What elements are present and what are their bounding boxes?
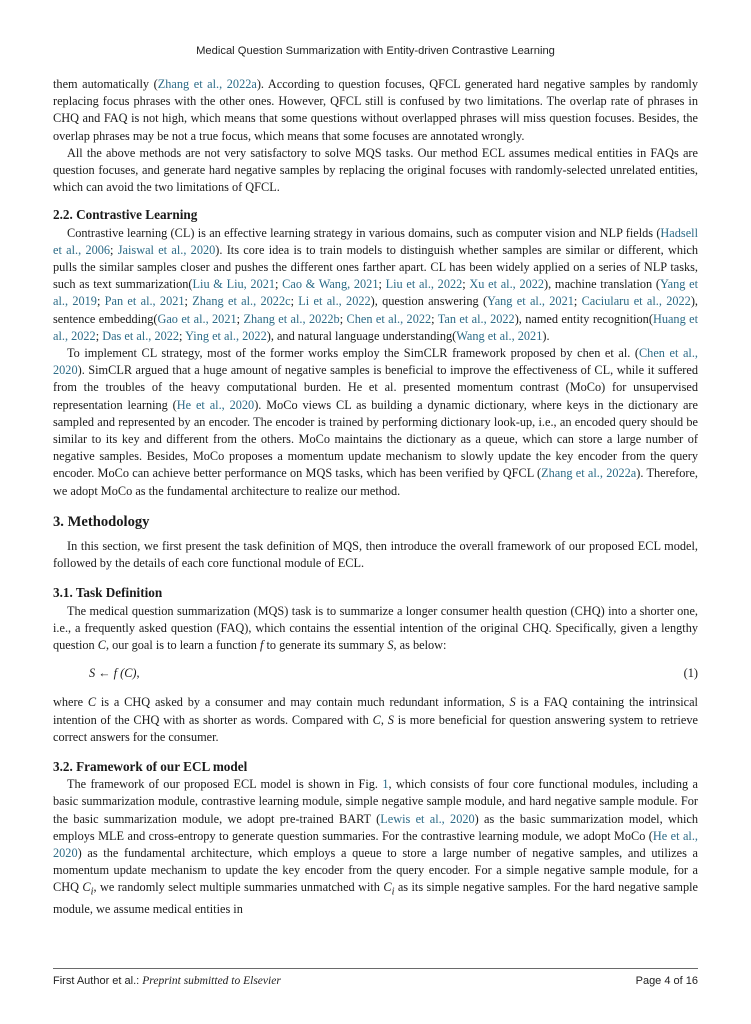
- paragraph-contrastive-learning: [53, 225, 698, 345]
- text: where: [53, 695, 88, 710]
- math-var: C: [82, 880, 91, 895]
- math-var: f: [259, 638, 264, 653]
- citation-link[interactable]: Liu & Liu, 2021: [192, 277, 276, 292]
- text: is more beneficial for question answering system to retrieve correct answers for the consumer.: [53, 712, 698, 744]
- text: ;: [96, 294, 105, 309]
- figure-link[interactable]: 1: [382, 777, 389, 792]
- text: ), and natural language understanding(: [266, 328, 457, 343]
- footer-venue: Preprint submitted to Elsevier: [142, 975, 281, 987]
- text: , which consists of four core functional modules, including a basic summarization module, contrastive learning module, simple negative sample module, and hard negative sample module. For the basic summarization module, we adopt pre-trained BART (: [53, 777, 698, 826]
- citation-link[interactable]: Pan et al., 2021: [104, 294, 185, 309]
- text: ). According to question focuses, QFCL generated hard negative samples by randomly replacing focus phrases with the other ones. However, QFCL still is confused by two limitations. The overlap rate of phrases in CHQ and FAQ is not high, which means that some questions without overlapped phrases will miss question focuses. Besides, the overlap phrases may be not a true focus, which means that some focuses are annotated wrongly.: [53, 77, 698, 143]
- math-subscript: i: [391, 886, 395, 898]
- citation-link[interactable]: Chen et al., 2020: [53, 346, 698, 378]
- text: ,: [380, 712, 388, 727]
- footer-separator: :: [136, 975, 143, 987]
- paragraph-framework: [53, 776, 698, 918]
- citation-link[interactable]: He et al., 2020: [176, 397, 255, 412]
- paragraph-methodology-intro: In this section, we first present the task definition of MQS, then introduce the overall framework of our proposed ECL model, followed by the details of each core functional module of ECL.: [53, 539, 698, 571]
- citation-link[interactable]: Gao et al., 2021: [157, 311, 237, 326]
- text: ) as the fundamental architecture, which employs a queue to store a large number of negative samples, and utilizes a momentum update mechanism to update the key encoder from the query encoder. For a simple negative sample module, for a CHQ: [53, 845, 698, 895]
- text: ;: [339, 311, 347, 326]
- paragraph-intro-continuation: [53, 76, 698, 145]
- math-var: C: [97, 638, 106, 653]
- paragraph-task-definition: [53, 603, 698, 655]
- citation-link[interactable]: Hadsell et al., 2006: [53, 225, 698, 257]
- text: ). SimCLR argued that a huge amount of negative samples is beneficial to improve the effectiveness of CL, while it suffered from the troubles of the heavy computational burden. He et al. presented momentum contrast (MoCo) for unsupervised representation learning (: [53, 363, 698, 412]
- citation-link[interactable]: Liu et al., 2022: [385, 277, 463, 292]
- text: to generate its summary: [263, 638, 388, 653]
- paragraph-moco: [53, 345, 698, 500]
- text: , we randomly select multiple summaries unmatched with: [93, 880, 384, 895]
- page-body: [53, 76, 698, 918]
- citation-link[interactable]: Xu et al., 2022: [469, 277, 545, 292]
- math-var: (C): [120, 666, 137, 681]
- text: as its simple negative samples. For the hard negative sample module, we assume medical entities in: [53, 880, 699, 916]
- running-header: Medical Question Summarization with Entity-driven Contrastive Learning: [196, 45, 555, 57]
- text: is a CHQ asked by a consumer and may contain much redundant information,: [96, 695, 510, 710]
- citation-link[interactable]: Das et al., 2022: [102, 328, 180, 343]
- math-var: S: [89, 666, 96, 681]
- text: ;: [110, 242, 118, 257]
- citation-link[interactable]: Huang et al., 2022: [53, 311, 698, 343]
- citation-link[interactable]: Zhang et al., 2022a: [541, 466, 637, 481]
- text: ;: [179, 328, 186, 343]
- math-var: C: [372, 712, 381, 727]
- paragraph-ecl-motivation: All the above methods are not very satisfactory to solve MQS tasks. Our method ECL assumes medical entities in FAQs are question focuses, and generate hard negative samples by replacing the original focuses with randomly-selected unrelated entities, which can avoid the two limitations of QFCL.: [53, 145, 698, 195]
- text: ;: [184, 294, 193, 309]
- text: The medical question summarization (MQS) task is to summarize a longer consumer health question (CHQ) into a shorter one, i.e., a frequently asked question (FAQ), which contains the essential intention of the original CHQ. Specifically, given a lengthy question: [53, 603, 698, 653]
- math-var: S: [387, 638, 394, 653]
- citation-link[interactable]: Yang et al., 2021: [487, 294, 574, 309]
- footer-divider: [53, 968, 698, 969]
- section-heading-3-2: 3.2. Framework of our ECL model: [53, 758, 248, 774]
- citation-link[interactable]: Lewis et al., 2020: [380, 811, 475, 826]
- citation-link[interactable]: Caciularu et al., 2022: [581, 294, 691, 309]
- footer-author-line: [53, 975, 281, 987]
- text: , as below:: [393, 638, 447, 653]
- text: ), machine translation (: [544, 277, 660, 292]
- text: ), question answering (: [370, 294, 488, 309]
- math-punct: ,: [136, 666, 140, 681]
- section-heading-3-1: 3.1. Task Definition: [53, 585, 163, 601]
- text: ;: [378, 277, 386, 292]
- citation-link[interactable]: Cao & Wang, 2021: [282, 277, 379, 292]
- citation-link[interactable]: Ying et al., 2022: [185, 328, 267, 343]
- text: Contrastive learning (CL) is an effective learning strategy in various domains, such as computer vision and NLP fields (: [67, 225, 661, 240]
- citation-link[interactable]: Li et al., 2022: [298, 294, 371, 309]
- footer-author: First Author et al.: [53, 975, 137, 987]
- text: ;: [290, 294, 299, 309]
- math-var: S: [509, 695, 516, 710]
- math-var: S: [387, 712, 394, 727]
- citation-link[interactable]: Zhang et al., 2022b: [243, 311, 340, 326]
- text: ), named entity recognition(: [514, 311, 653, 326]
- text: ), sentence embedding(: [53, 294, 698, 326]
- math-var: C: [383, 880, 392, 895]
- text: ;: [236, 311, 244, 326]
- equation-1: [53, 665, 698, 682]
- citation-link[interactable]: Tan et al., 2022: [437, 311, 515, 326]
- math-arrow: ←: [98, 666, 111, 681]
- text: ).: [542, 328, 550, 343]
- citation-link[interactable]: Chen et al., 2022: [346, 311, 432, 326]
- citation-link[interactable]: Zhang et al., 2022a: [157, 77, 257, 91]
- paragraph-equation-explanation: [53, 694, 698, 746]
- citation-link[interactable]: He et al., 2020: [53, 828, 699, 860]
- text: is a FAQ containing the intrinsical intention of the CHQ with as shorter as words. Compared with: [53, 695, 698, 727]
- section-heading-3: 3. Methodology: [53, 513, 150, 530]
- text: The framework of our proposed ECL model is shown in Fig.: [67, 777, 383, 792]
- text: ) as the basic summarization model, which employs MLE and cross-entropy to generate question summaries. For the contrastive learning module, we adopt MoCo (: [53, 811, 698, 843]
- text: ;: [431, 311, 438, 326]
- equation-formula: [89, 665, 140, 682]
- section-heading-2-2: 2.2. Contrastive Learning: [53, 207, 198, 223]
- citation-link[interactable]: Zhang et al., 2022c: [192, 294, 291, 309]
- text: To implement CL strategy, most of the former works employ the SimCLR framework proposed by chen et al. (: [67, 346, 639, 361]
- text: ). Therefore, we adopt MoCo as the fundamental architecture to realize our method.: [53, 466, 699, 498]
- page-number: Page 4 of 16: [635, 975, 698, 987]
- text: ;: [573, 294, 582, 309]
- citation-link[interactable]: Wang et al., 2021: [456, 328, 543, 343]
- citation-link[interactable]: Yang et al., 2019: [53, 277, 698, 309]
- text: ). Its core idea is to train models to distinguish whether samples are similar or different, which pulls the similar samples closer and pushes the different ones farther apart. CL has been widely applied on a series of NLP tasks, such as text summarization(: [53, 242, 698, 292]
- equation-number: (1): [683, 666, 698, 681]
- math-var: C: [87, 695, 97, 710]
- text: ;: [95, 328, 103, 343]
- text: ;: [462, 277, 470, 292]
- math-subscript: i: [90, 886, 94, 898]
- math-var: f: [113, 666, 118, 681]
- text: ). MoCo views CL as building a dynamic dictionary, where keys in the dictionary are sampled and represented by an encoder. The encoder is trained by performing dictionary look-up, i.e., an encoded query should be similar to its key and different from the others. MoCo maintains the dictionary as a queue, which can store a large number of negative samples. Besides, MoCo proposes a momentum update mechanism to slowly update the key encoder from the query encoder. MoCo can achieve better performance on MQS tasks, which has been verified by QFCL (: [53, 397, 698, 481]
- text: ;: [275, 277, 283, 292]
- text: , our goal is to learn a function: [105, 638, 260, 653]
- citation-link[interactable]: Jaiswal et al., 2020: [117, 242, 216, 257]
- text: them automatically (: [53, 77, 158, 91]
